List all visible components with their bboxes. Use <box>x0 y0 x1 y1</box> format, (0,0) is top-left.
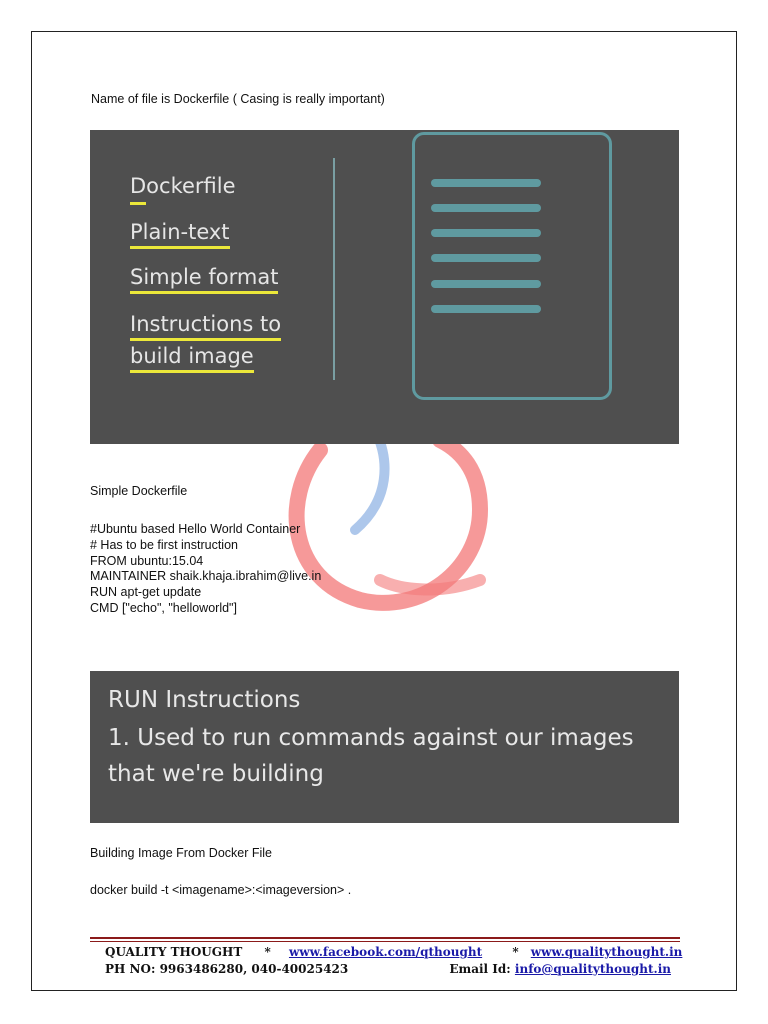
separator: * <box>264 945 271 959</box>
footer-rule <box>90 937 680 939</box>
footer-line-1 <box>105 945 682 959</box>
run-slide-title: RUN Instructions <box>108 687 301 713</box>
document-line <box>431 280 541 288</box>
phone-number: PH NO: 9963486280, 040-40025423 <box>105 962 349 976</box>
document-line <box>431 179 541 187</box>
build-heading: Building Image From Docker File <box>90 846 273 860</box>
code-line: CMD ["echo", "helloworld"] <box>90 600 237 615</box>
document-line <box>431 254 541 262</box>
dockerfile-slide <box>90 130 679 444</box>
document-icon <box>412 132 612 400</box>
run-instructions-slide <box>90 671 679 823</box>
bullet-dockerfile: Dockerfile <box>130 174 236 198</box>
run-slide-line2: that we're building <box>108 761 324 787</box>
company-name: QUALITY THOUGHT <box>105 945 243 959</box>
facebook-link[interactable]: www.facebook.com/qthought <box>288 945 483 959</box>
simple-dockerfile-heading: Simple Dockerfile <box>90 484 188 498</box>
email-link[interactable]: info@qualitythought.in <box>514 962 671 976</box>
vertical-divider <box>333 158 335 380</box>
code-line: RUN apt-get update <box>90 585 202 600</box>
code-line: # Has to be first instruction <box>90 537 238 552</box>
separator: * <box>512 945 519 959</box>
footer-line-2 <box>105 962 348 976</box>
run-slide-line1: 1. Used to run commands against our images <box>108 725 634 751</box>
bullet-build-image: build image <box>130 340 254 373</box>
dockerfile-code <box>90 522 321 617</box>
bullet-instructions-to: Instructions to <box>130 308 281 341</box>
bullet-plain-text: Plain-text <box>130 216 230 249</box>
footer-rule <box>90 941 680 942</box>
email-label: Email Id: <box>449 962 511 976</box>
code-line: FROM ubuntu:15.04 <box>90 553 204 568</box>
bullet-dockerfile-underline <box>130 202 146 205</box>
bullet-simple-format: Simple format <box>130 261 278 294</box>
document-line <box>431 204 541 212</box>
intro-text: Name of file is Dockerfile ( Casing is really important) <box>91 92 385 106</box>
footer-email <box>449 962 671 976</box>
website-link[interactable]: www.qualitythought.in <box>530 945 683 959</box>
build-command: docker build -t <imagename>:<imageversion> . <box>90 883 352 897</box>
document-line <box>431 229 541 237</box>
code-line: #Ubuntu based Hello World Container <box>90 522 301 536</box>
code-line: MAINTAINER shaik.khaja.ibrahim@live.in <box>90 569 322 584</box>
document-line <box>431 305 541 313</box>
